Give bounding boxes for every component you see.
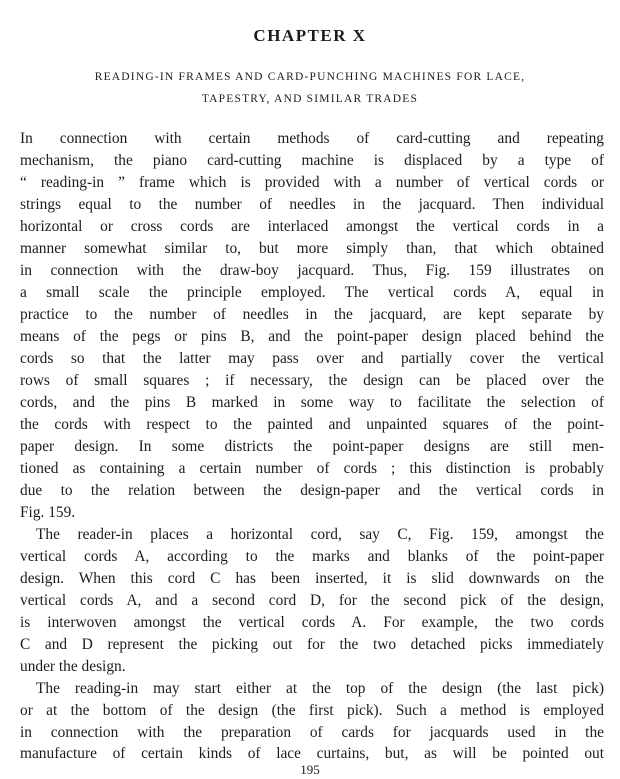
body-line: a small scale the principle employed. The vertical cords A, equal in xyxy=(20,284,604,301)
body-line: Fig. 159. xyxy=(20,504,76,521)
body-line: paper design. In some districts the point-paper designs are still men- xyxy=(20,438,604,455)
body-line: The reader-in places a horizontal cord, say C, Fig. 159, amongst the xyxy=(36,526,604,543)
body-line: in connection with the draw-boy jacquard. Thus, Fig. 159 illustrates on xyxy=(20,262,604,279)
body-line: strings equal to the number of needles in the jacquard. Then individual xyxy=(20,196,604,213)
body-line: C and D represent the picking out for the two detached picks immediately xyxy=(20,636,604,653)
body-line: the cords with respect to the painted and unpainted squares of the point- xyxy=(20,416,604,433)
body-line: in connection with the preparation of cards for jacquards used in the xyxy=(20,724,604,741)
body-line: tioned as containing a certain number of cords ; this distinction is probably xyxy=(20,460,604,477)
body-line: cords so that the latter may pass over and partially cover the vertical xyxy=(20,350,604,367)
body-line: In connection with certain methods of card-cutting and repeating xyxy=(20,130,604,147)
page-number: 195 xyxy=(300,762,320,777)
body-line: under the design. xyxy=(20,658,126,675)
chapter-subtitle-line-1: READING-IN FRAMES AND CARD-PUNCHING MACHINES FOR LACE, xyxy=(94,71,526,83)
body-line: vertical cords A, according to the marks and blanks of the point-paper xyxy=(20,548,604,565)
body-line: is interwoven amongst the vertical cords A. For example, the two cords xyxy=(20,614,604,631)
body-line: “ reading-in ” frame which is provided with a number of vertical cords or xyxy=(20,174,604,191)
body-line: due to the relation between the design-paper and the vertical cords in xyxy=(20,482,604,499)
body-line: means of the pegs or pins B, and the point-paper design placed behind the xyxy=(20,328,604,345)
body-line: manner somewhat similar to, but more simply than, that which obtained xyxy=(20,240,604,257)
body-line: practice to the number of needles in the jacquard, are kept separate by xyxy=(20,306,604,323)
body-line: or at the bottom of the design (the first pick). Such a method is employed xyxy=(20,702,604,719)
body-line: design. When this cord C has been inserted, it is slid downwards on the xyxy=(20,570,604,587)
body-line: manufacture of certain kinds of lace curtains, but, as will be pointed out xyxy=(20,745,604,762)
body-line: mechanism, the piano card-cutting machine is displaced by a type of xyxy=(20,152,604,169)
body-line: cords, and the pins B marked in some way to facilitate the selection of xyxy=(20,394,604,411)
chapter-subtitle-line-2: TAPESTRY, AND SIMILAR TRADES xyxy=(201,93,419,105)
body-line: rows of small squares ; if necessary, the design can be placed over the xyxy=(20,372,604,389)
chapter-title: CHAPTER X xyxy=(253,26,367,45)
body-line: The reading-in may start either at the top of the design (the last pick) xyxy=(36,680,604,697)
body-line: horizontal or cross cords are interlaced amongst the vertical cords in a xyxy=(20,218,604,235)
body-line: vertical cords A, and a second cord D, for the second pick of the design, xyxy=(20,592,604,609)
